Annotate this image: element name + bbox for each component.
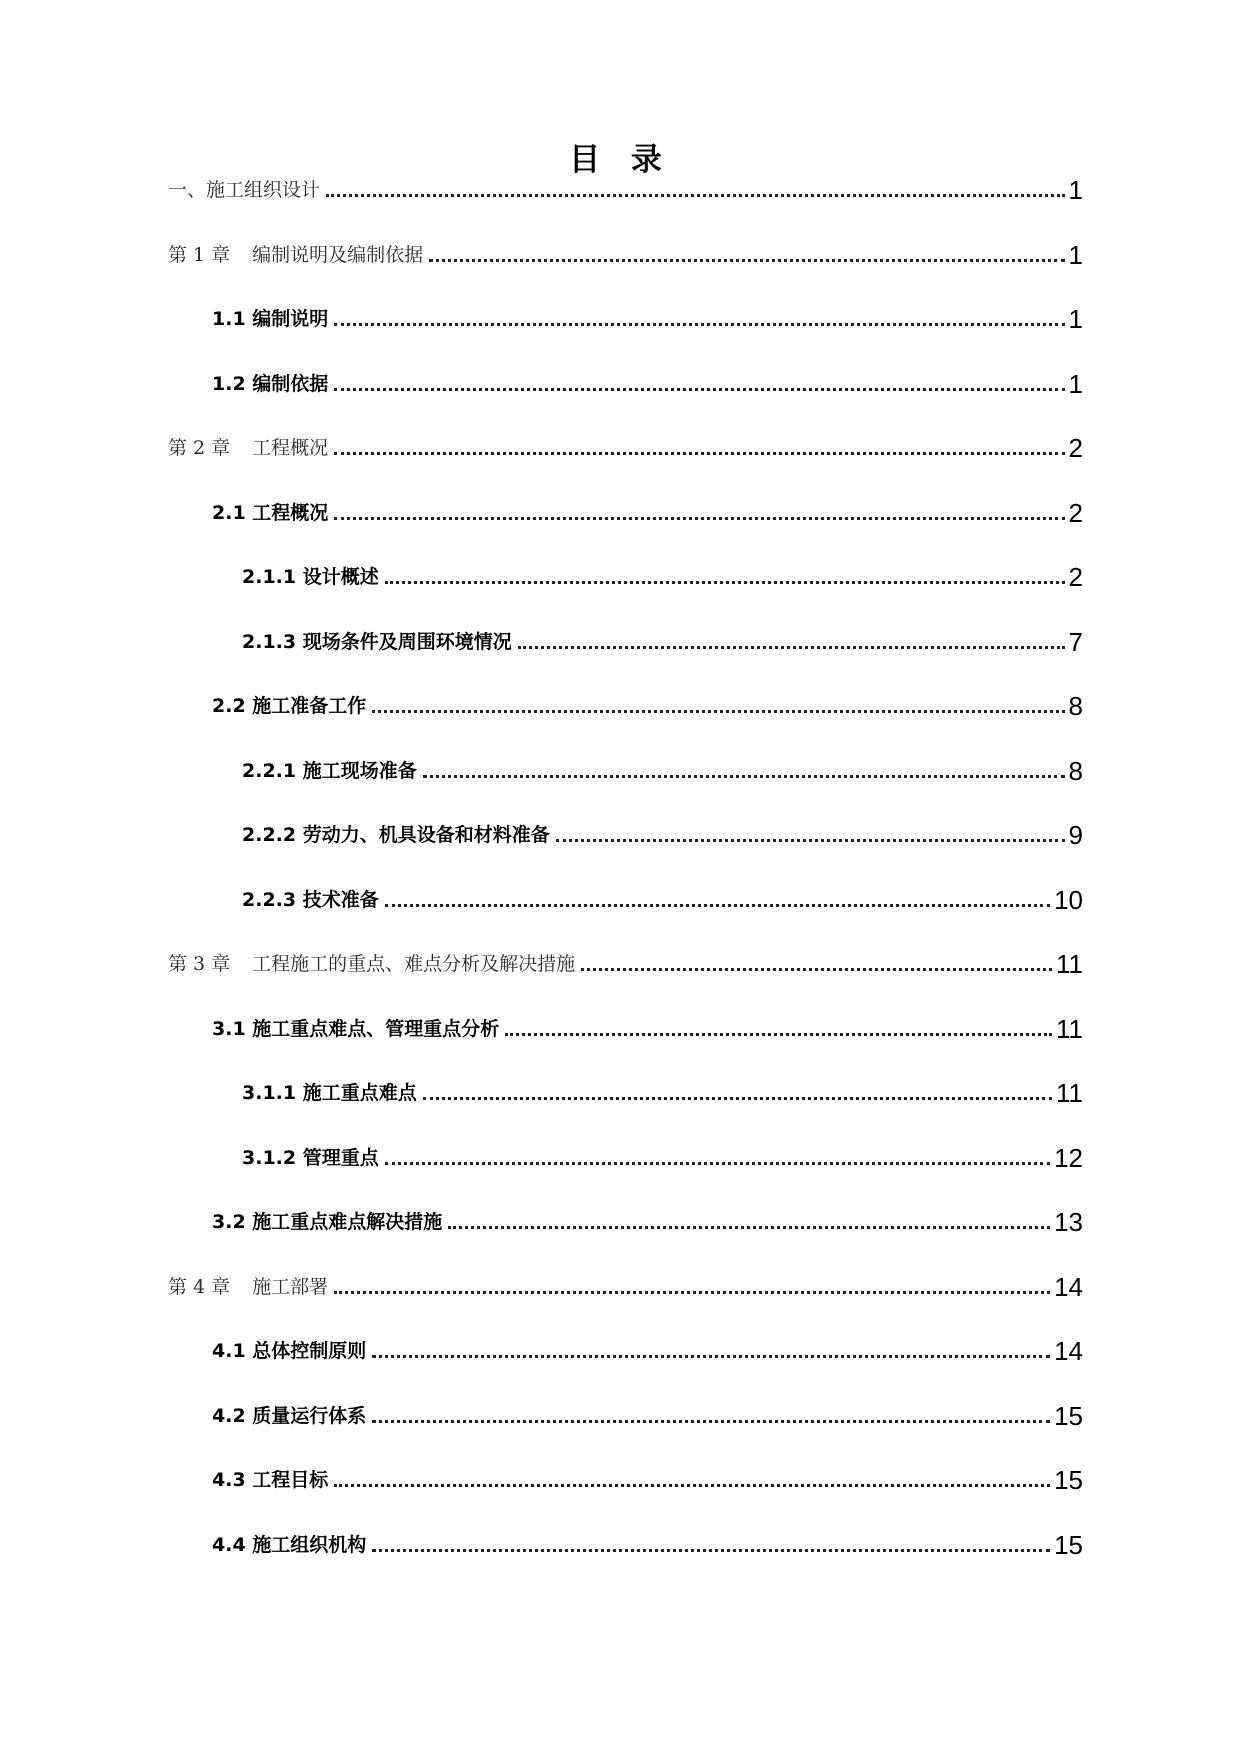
toc-entry-number: 4.3 bbox=[212, 1469, 246, 1491]
toc-entry[interactable] bbox=[212, 366, 1083, 398]
toc-entry[interactable] bbox=[242, 753, 1083, 785]
toc-entry-label bbox=[212, 1469, 328, 1494]
toc-entry-label bbox=[242, 824, 550, 849]
toc-entry-text: 施工部署 bbox=[252, 1276, 329, 1298]
dot-leader bbox=[448, 1226, 1050, 1229]
toc-entry-page-number: 15 bbox=[1054, 1465, 1083, 1495]
toc-entry-number: 3.2 bbox=[212, 1211, 246, 1233]
toc-entry[interactable] bbox=[212, 1333, 1083, 1365]
toc-entry-text: 现场条件及周围环境情况 bbox=[302, 631, 512, 653]
toc-entry-page-number: 8 bbox=[1068, 691, 1083, 721]
toc-entry-label bbox=[242, 566, 379, 591]
dot-leader bbox=[505, 1033, 1052, 1036]
toc-entry-number: 2.1 bbox=[212, 502, 246, 524]
toc-entry-page-number: 15 bbox=[1054, 1401, 1083, 1431]
toc-entry[interactable] bbox=[212, 1462, 1083, 1494]
dot-leader bbox=[326, 194, 1065, 197]
dot-leader bbox=[385, 1162, 1050, 1165]
toc-entry-text: 工程概况 bbox=[252, 437, 329, 459]
dot-leader bbox=[334, 452, 1064, 455]
toc-entry-number: 第 2 章 bbox=[168, 437, 231, 459]
dot-leader bbox=[556, 839, 1065, 842]
toc-entry[interactable] bbox=[212, 495, 1083, 527]
toc-entry-number: 3.1 bbox=[212, 1018, 246, 1040]
toc-entry-number: 1.2 bbox=[212, 373, 246, 395]
toc-entry[interactable] bbox=[168, 946, 1083, 978]
toc-entry-label bbox=[168, 1276, 328, 1301]
toc-entry-label bbox=[168, 179, 320, 204]
toc-entry[interactable] bbox=[212, 1204, 1083, 1236]
toc-entry-number: 3.1.1 bbox=[242, 1082, 297, 1104]
toc-entry[interactable] bbox=[168, 430, 1083, 462]
dot-leader bbox=[385, 581, 1065, 584]
toc-entry-text: 施工重点难点 bbox=[302, 1082, 417, 1104]
toc-entry-text: 编制说明及编制依据 bbox=[252, 244, 424, 266]
toc-entry-page-number: 2 bbox=[1068, 498, 1083, 528]
dot-leader bbox=[334, 388, 1064, 391]
toc-entry-text: 管理重点 bbox=[302, 1147, 379, 1169]
toc-entry-page-number: 14 bbox=[1054, 1272, 1083, 1302]
toc-entry[interactable] bbox=[212, 1011, 1083, 1043]
toc-entry-number: 3.1.2 bbox=[242, 1147, 297, 1169]
toc-entry-label bbox=[212, 1018, 499, 1043]
toc-entry-text: 设计概述 bbox=[302, 566, 379, 588]
toc-entry[interactable] bbox=[168, 172, 1083, 204]
toc-entry-page-number: 2 bbox=[1068, 433, 1083, 463]
toc-entry-label bbox=[212, 502, 328, 527]
toc-entry-label bbox=[212, 1405, 366, 1430]
toc-entry-text: 工程施工的重点、难点分析及解决措施 bbox=[252, 953, 576, 975]
toc-entry-page-number: 11 bbox=[1056, 949, 1083, 979]
dot-leader bbox=[423, 775, 1065, 778]
toc-entry-label bbox=[212, 695, 366, 720]
toc-entry-number: 2.1.1 bbox=[242, 566, 297, 588]
toc-entry-label bbox=[168, 437, 328, 462]
toc-entry[interactable] bbox=[242, 817, 1083, 849]
toc-entry-page-number: 14 bbox=[1054, 1336, 1083, 1366]
toc-entry-number: 2.2.2 bbox=[242, 824, 297, 846]
toc-entry-text: 编制说明 bbox=[252, 308, 329, 330]
toc-entry-label bbox=[212, 1534, 366, 1559]
dot-leader bbox=[423, 1097, 1052, 1100]
toc-entry-number: 1.1 bbox=[212, 308, 246, 330]
toc-entry[interactable] bbox=[168, 237, 1083, 269]
toc-entry-number: 第 1 章 bbox=[168, 244, 231, 266]
toc-entry-label bbox=[212, 1340, 366, 1365]
toc-entry[interactable] bbox=[212, 1527, 1083, 1559]
page-title: 目 录 bbox=[569, 142, 672, 178]
dot-leader bbox=[429, 259, 1064, 262]
toc-entry-text: 施工重点难点、管理重点分析 bbox=[252, 1018, 500, 1040]
dot-leader bbox=[518, 646, 1065, 649]
dot-leader bbox=[334, 1291, 1050, 1294]
dot-leader bbox=[334, 323, 1064, 326]
toc-entry-page-number: 1 bbox=[1068, 240, 1083, 270]
toc-entry[interactable] bbox=[242, 1140, 1083, 1172]
dot-leader bbox=[372, 1549, 1050, 1552]
toc-entry-label bbox=[168, 244, 423, 269]
toc-entry-label bbox=[242, 760, 417, 785]
toc-entry-text: 施工组织机构 bbox=[252, 1534, 367, 1556]
toc-entry-text: 质量运行体系 bbox=[252, 1405, 367, 1427]
toc-entry-number: 2.2 bbox=[212, 695, 246, 717]
toc-entry-text: 施工组织设计 bbox=[206, 179, 321, 201]
toc-entry[interactable] bbox=[168, 1269, 1083, 1301]
toc-entry[interactable] bbox=[212, 688, 1083, 720]
toc-entry-text: 劳动力、机具设备和材料准备 bbox=[302, 824, 550, 846]
toc-entry-label bbox=[242, 631, 512, 656]
toc-entry[interactable] bbox=[212, 301, 1083, 333]
toc-entry-text: 总体控制原则 bbox=[252, 1340, 367, 1362]
toc-entry[interactable] bbox=[242, 882, 1083, 914]
toc-entry-page-number: 10 bbox=[1054, 885, 1083, 915]
toc-entry-page-number: 13 bbox=[1054, 1207, 1083, 1237]
toc-entry-text: 编制依据 bbox=[252, 373, 329, 395]
toc-entry-label bbox=[212, 1211, 442, 1236]
toc-entry-page-number: 11 bbox=[1056, 1014, 1083, 1044]
toc-entry-text: 工程目标 bbox=[252, 1469, 329, 1491]
toc-entry-text: 施工重点难点解决措施 bbox=[252, 1211, 443, 1233]
toc-entry-page-number: 1 bbox=[1068, 304, 1083, 334]
toc-entry[interactable] bbox=[212, 1398, 1083, 1430]
toc-entry[interactable] bbox=[242, 624, 1083, 656]
toc-entry-text: 施工现场准备 bbox=[302, 760, 417, 782]
toc-entry-label bbox=[212, 373, 328, 398]
toc-entry-page-number: 11 bbox=[1056, 1078, 1083, 1108]
toc-entry-page-number: 7 bbox=[1068, 627, 1083, 657]
dot-leader bbox=[372, 1420, 1050, 1423]
toc-entry[interactable] bbox=[242, 559, 1083, 591]
toc-entry-number: 4.2 bbox=[212, 1405, 246, 1427]
toc-entry-page-number: 1 bbox=[1068, 175, 1083, 205]
toc-entry-text: 技术准备 bbox=[302, 889, 379, 911]
toc-entry-text: 工程概况 bbox=[252, 502, 329, 524]
dot-leader bbox=[372, 1355, 1050, 1358]
toc-entry-number: 2.2.3 bbox=[242, 889, 297, 911]
toc-entry-number: 第 3 章 bbox=[168, 953, 231, 975]
toc-entry-page-number: 15 bbox=[1054, 1530, 1083, 1560]
toc-entry-label bbox=[168, 953, 575, 978]
toc-entry-label bbox=[242, 889, 379, 914]
toc-entry-number: 2.2.1 bbox=[242, 760, 297, 782]
dot-leader bbox=[334, 517, 1064, 520]
toc-entry-text: 施工准备工作 bbox=[252, 695, 367, 717]
toc-entry-number: 2.1.3 bbox=[242, 631, 297, 653]
toc-entry-number: 4.4 bbox=[212, 1534, 246, 1556]
toc-entry-page-number: 2 bbox=[1068, 562, 1083, 592]
dot-leader bbox=[581, 968, 1052, 971]
toc-entry-number: 4.1 bbox=[212, 1340, 246, 1362]
toc-entry[interactable] bbox=[242, 1075, 1083, 1107]
toc-entry-label bbox=[212, 308, 328, 333]
toc-entry-page-number: 8 bbox=[1068, 756, 1083, 786]
toc-entry-page-number: 12 bbox=[1054, 1143, 1083, 1173]
toc-entry-number: 一、 bbox=[168, 179, 207, 201]
toc-entry-label bbox=[242, 1082, 417, 1107]
dot-leader bbox=[372, 710, 1064, 713]
toc-entry-label bbox=[242, 1147, 379, 1172]
toc-entry-number: 第 4 章 bbox=[168, 1276, 231, 1298]
dot-leader bbox=[385, 904, 1050, 907]
toc-entry-page-number: 1 bbox=[1068, 369, 1083, 399]
dot-leader bbox=[334, 1484, 1050, 1487]
toc-entry-page-number: 9 bbox=[1068, 820, 1083, 850]
